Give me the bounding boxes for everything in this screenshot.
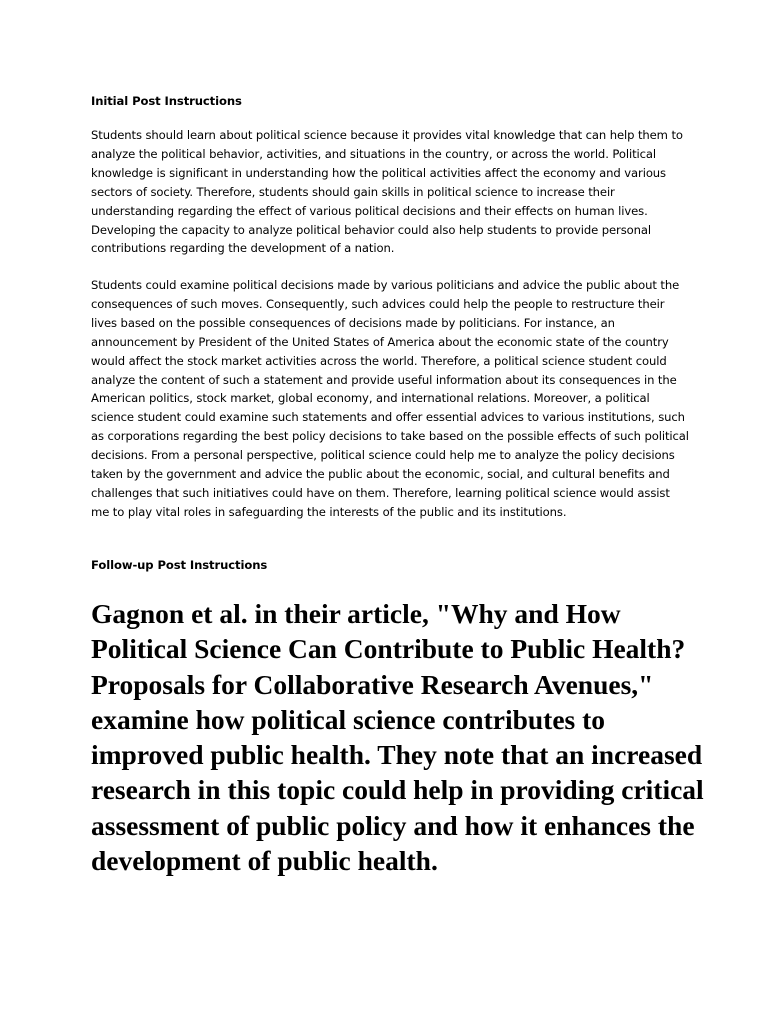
paragraph-2: Students could examine political decisions made by various politicians and advice the public about the consequences of such moves. Consequently, such advices could help the people to restructure their lives based on the possible consequences of decisions made by politicians. For instance, an announcement by President of the United States of America about the economic state of the country would affect the stock market activities across the world. Therefore, a political science student could analyze the content of such a statement and provide useful information about its consequences in the American politics, stock market, global economy, and international relations. Moreover, a political science student could examine such statements and offer essential advices to various institutions, such as corporations regarding the best policy decisions to take based on the possible effects of such political decisions. From a personal perspective, political science could help me to analyze the policy decisions taken by the government and advice the public about the economic, social, and cultural benefits and challenges that such initiatives could have on them. Therefore, learning political science would assist me to play vital roles in safeguarding the interests of the public and its institutions. — [91, 278, 689, 519]
followup-post-text: Gagnon et al. in their article, "Why and How Political Science Can Contribute to Public Health? Proposals for Collaborative Research Avenues," examine how political science contributes to improved public health. They note that an increased research in this topic could help in providing critical assessment of public policy and how it enhances the development of public health. — [91, 598, 704, 877]
paragraph-1: Students should learn about political science because it provides vital knowledge that can help them to analyze the political behavior, activities, and situations in the country, or across the world. Political knowledge is significant in understanding how the political activities affect the economy and various sectors of society. Therefore, students should gain skills in political science to increase their understanding regarding the effect of various political decisions and their effects on human lives. Developing the capacity to analyze political behavior could also help students to provide personal contributions regarding the development of a nation. — [91, 128, 683, 256]
followup-post-heading: Follow-up Post Instructions — [91, 558, 268, 572]
initial-post-heading: Initial Post Instructions — [91, 94, 242, 108]
